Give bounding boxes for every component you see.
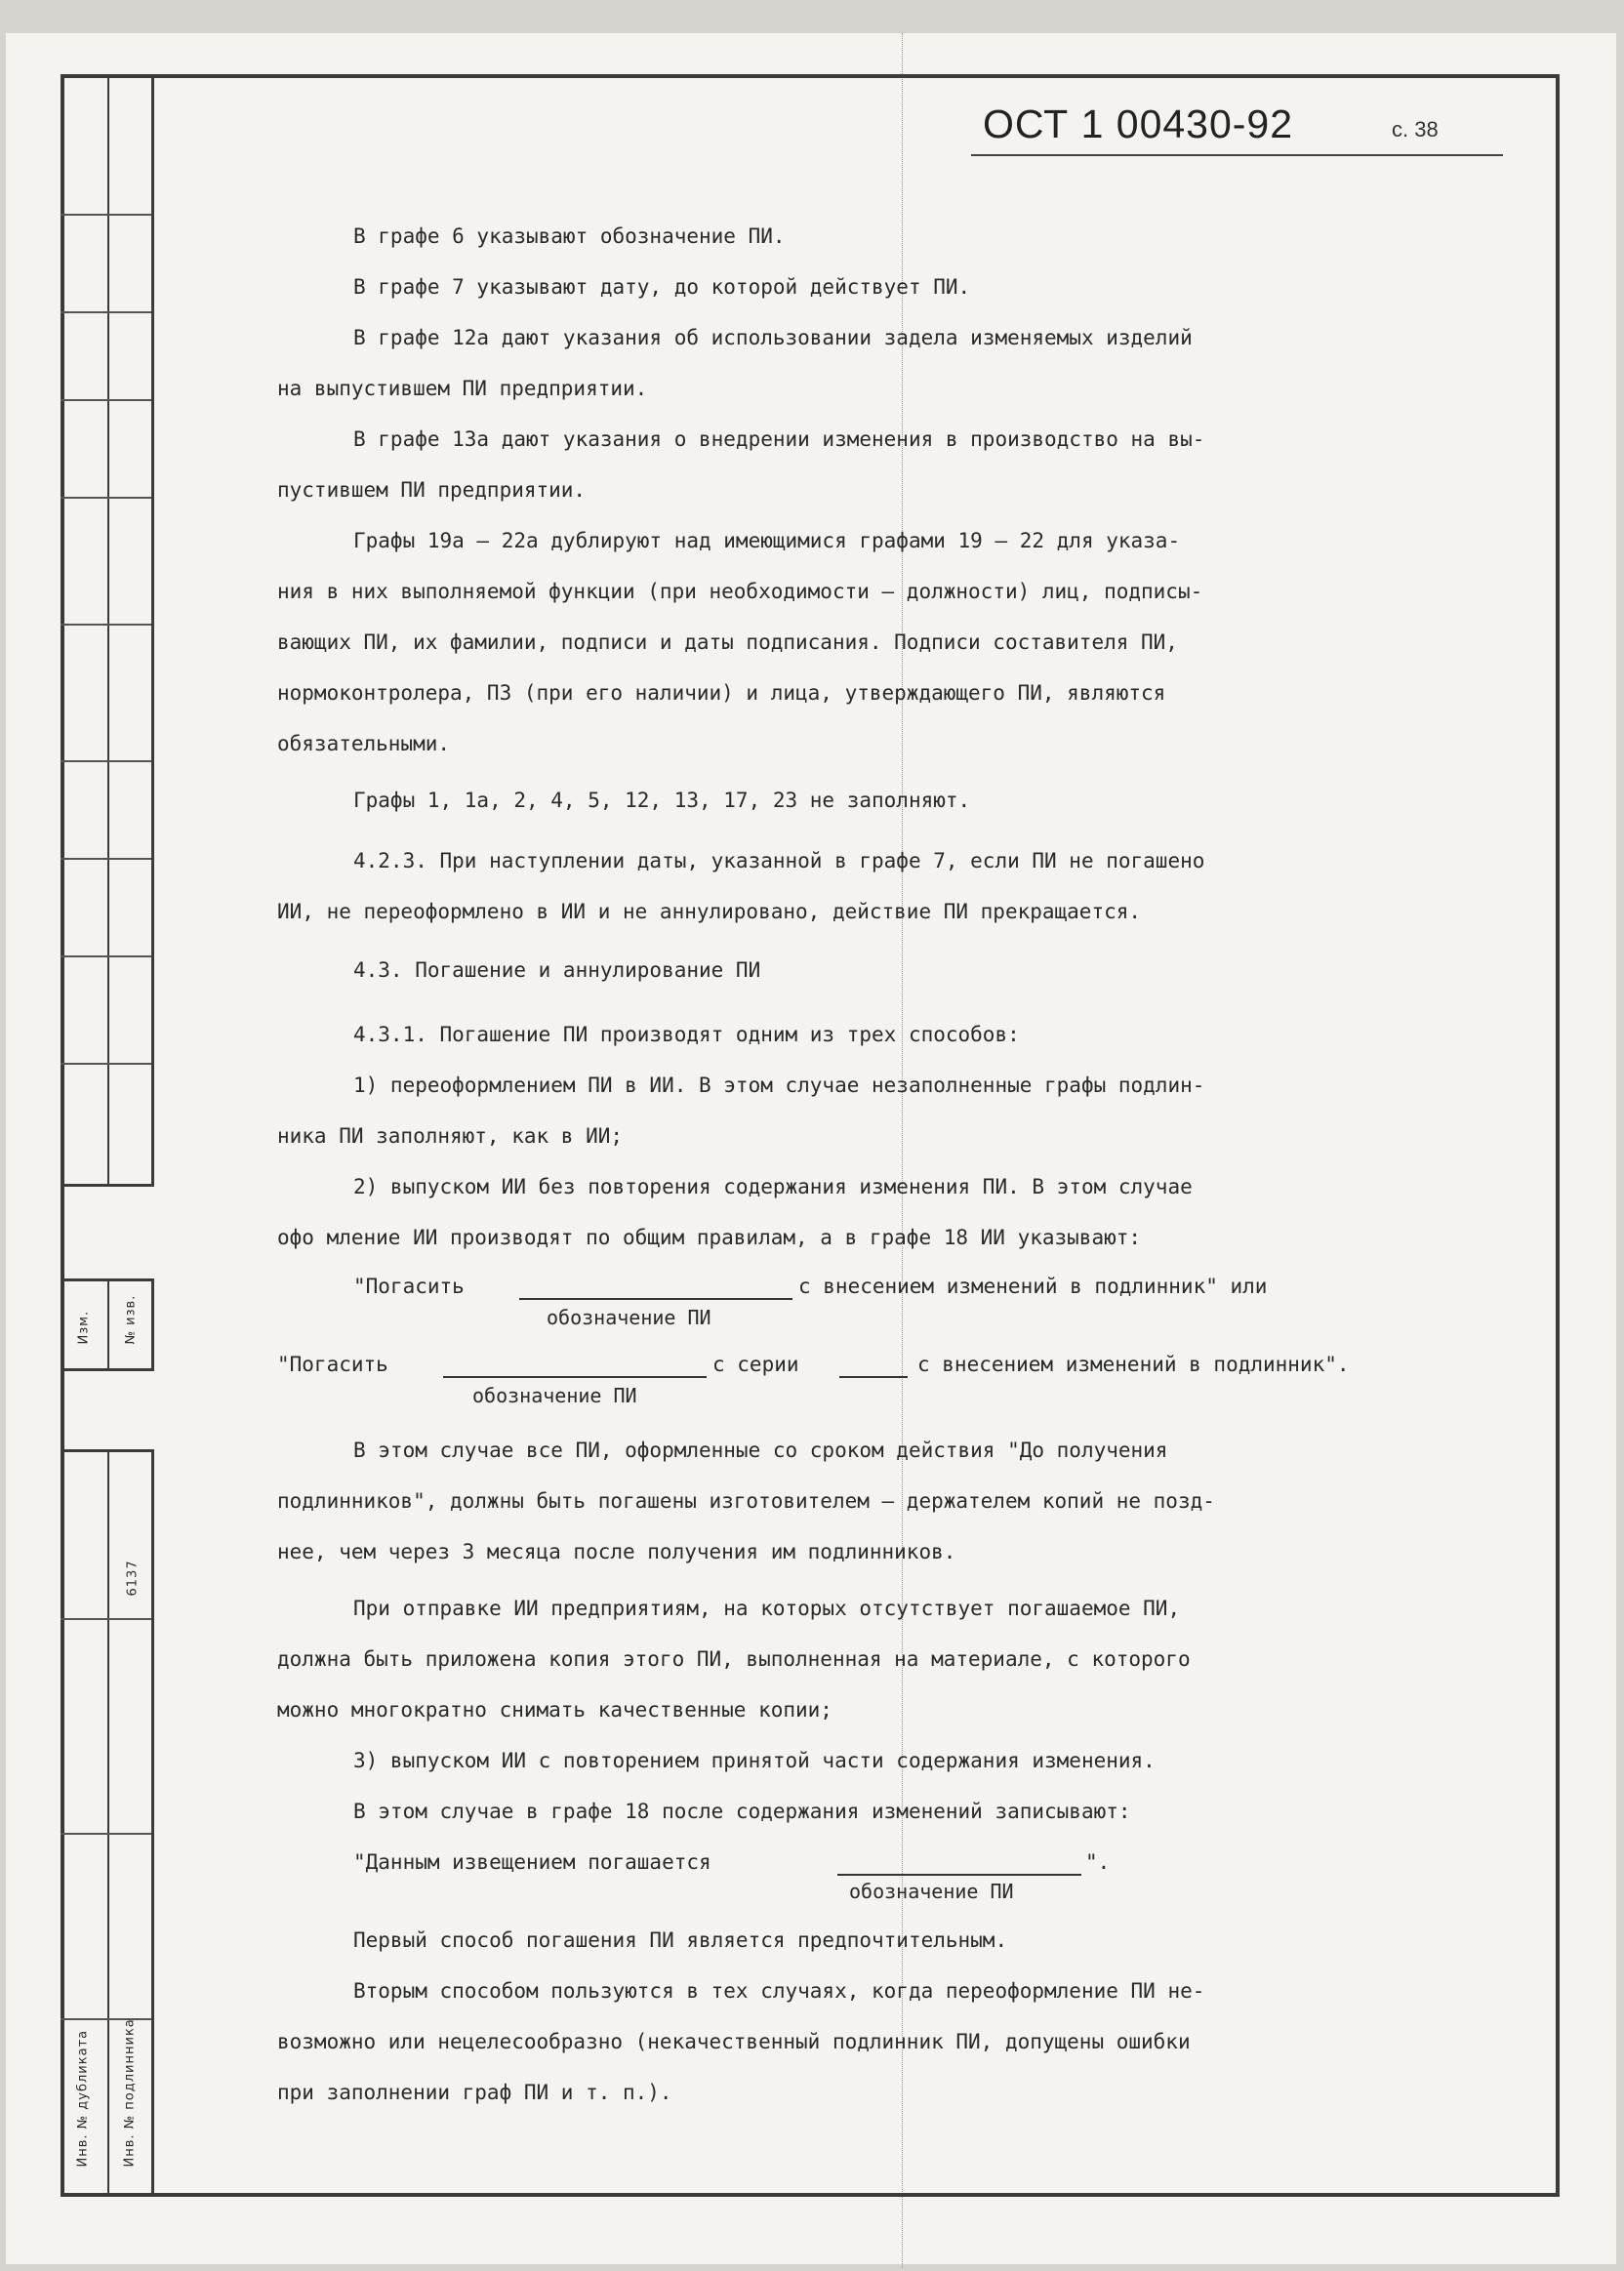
text-line: Вторым способом пользуются в тех случаях, когда переоформление ПИ не- (353, 1979, 1205, 2003)
text-line: В графе 6 указывают обозначение ПИ. (353, 224, 786, 248)
blank-caption: обозначение ПИ (472, 1384, 637, 1407)
text-line: с серии (712, 1353, 799, 1376)
blank-caption: обозначение ПИ (547, 1306, 711, 1329)
page-number: с. 38 (1392, 117, 1439, 142)
text-line: подлинников", должны быть погашены изготовителем – держателем копий не позд- (277, 1489, 1215, 1513)
text-line: нормоконтролера, ПЗ (при его наличии) и лица, утверждающего ПИ, являются (277, 681, 1166, 705)
text-line: "Погасить (353, 1275, 465, 1298)
label-no-izv: № изв. (123, 1294, 139, 1345)
text-line: на выпустившем ПИ предприятии. (277, 377, 648, 400)
text-line: "Погасить (277, 1353, 388, 1376)
label-inv-podl: Инв. № подлинника (122, 2018, 138, 2168)
text-line: при заполнении граф ПИ и т. п.). (277, 2081, 672, 2104)
text-line: пустившем ПИ предприятии. (277, 478, 587, 502)
text-line: ИИ, не переоформлено в ИИ и не аннулировано, действие ПИ прекращается. (277, 900, 1142, 923)
text-line: В графе 12а дают указания об использовании задела изменяемых изделий (353, 326, 1193, 349)
text-line: возможно или нецелесообразно (некачественный подлинник ПИ, допущены ошибки (277, 2030, 1191, 2053)
text-line: Первый способ погашения ПИ является предпочтительным. (353, 1928, 1008, 1952)
text-line: офо мление ИИ производят по общим правилам, а в графе 18 ИИ указывают: (277, 1226, 1142, 1249)
text-line: 3) выпуском ИИ с повторением принятой части содержания изменения. (353, 1749, 1156, 1772)
text-line: "Данным извещением погашается (353, 1850, 711, 1874)
text-line: 4.2.3. При наступлении даты, указанной в графе 7, если ПИ не погашено (353, 849, 1205, 872)
text-line: ника ПИ заполняют, как в ИИ; (277, 1124, 624, 1148)
text-line: При отправке ИИ предприятиям, на которых отсутствует погашаемое ПИ, (353, 1597, 1181, 1620)
blank-caption: обозначение ПИ (849, 1880, 1014, 1903)
text-line: В этом случае все ПИ, оформленные со сроком действия "До получения (353, 1439, 1168, 1462)
text-line: В этом случае в графе 18 после содержания изменений записывают: (353, 1800, 1131, 1823)
text-line: можно многократно снимать качественные копии; (277, 1698, 832, 1722)
text-line: Графы 19а – 22а дублируют над имеющимися графами 19 – 22 для указа- (353, 529, 1181, 552)
header-rule (971, 154, 1503, 156)
text-line: ". (1085, 1850, 1111, 1874)
fill-blank (837, 1874, 1081, 1876)
label-inv-dubl: Инв. № дубликата (75, 2029, 91, 2168)
side-strip-top (61, 74, 154, 1187)
text-line: 1) переоформлением ПИ в ИИ. В этом случае незаполненные графы подлин- (353, 1074, 1205, 1097)
text-line: с внесением изменений в подлинник". (917, 1353, 1350, 1376)
text-line: 4.3.1. Погашение ПИ производят одним из трех способов: (353, 1023, 1020, 1046)
fill-blank (443, 1376, 707, 1378)
fill-blank (519, 1298, 792, 1300)
document-code: ОСТ 1 00430-92 (983, 101, 1294, 146)
text-line: В графе 7 указывают дату, до которой действует ПИ. (353, 275, 971, 299)
stamp-number: 6137 (125, 1560, 141, 1597)
text-line: вающих ПИ, их фамилии, подписи и даты подписания. Подписи составителя ПИ, (277, 630, 1178, 654)
side-strip-mid (61, 1278, 154, 1371)
text-line: должна быть приложена копия этого ПИ, выполненная на материале, с которого (277, 1647, 1191, 1671)
label-izm: Изм. (76, 1310, 92, 1345)
text-line: обязательными. (277, 732, 451, 755)
text-line: В графе 13а дают указания о внедрении изменения в производство на вы- (353, 427, 1205, 451)
side-strip-bottom (61, 1449, 154, 2197)
section-heading: 4.3. Погашение и аннулирование ПИ (353, 958, 761, 982)
text-line: с внесением изменений в подлинник" или (798, 1275, 1268, 1298)
text-line: Графы 1, 1а, 2, 4, 5, 12, 13, 17, 23 не заполняют. (353, 789, 971, 812)
fill-blank-series (839, 1376, 908, 1378)
text-line: 2) выпуском ИИ без повторения содержания изменения ПИ. В этом случае (353, 1175, 1193, 1198)
text-line: нее, чем через 3 месяца после получения им подлинников. (277, 1540, 956, 1563)
text-line: ния в них выполняемой функции (при необходимости – должности) лиц, подписы- (277, 580, 1203, 603)
